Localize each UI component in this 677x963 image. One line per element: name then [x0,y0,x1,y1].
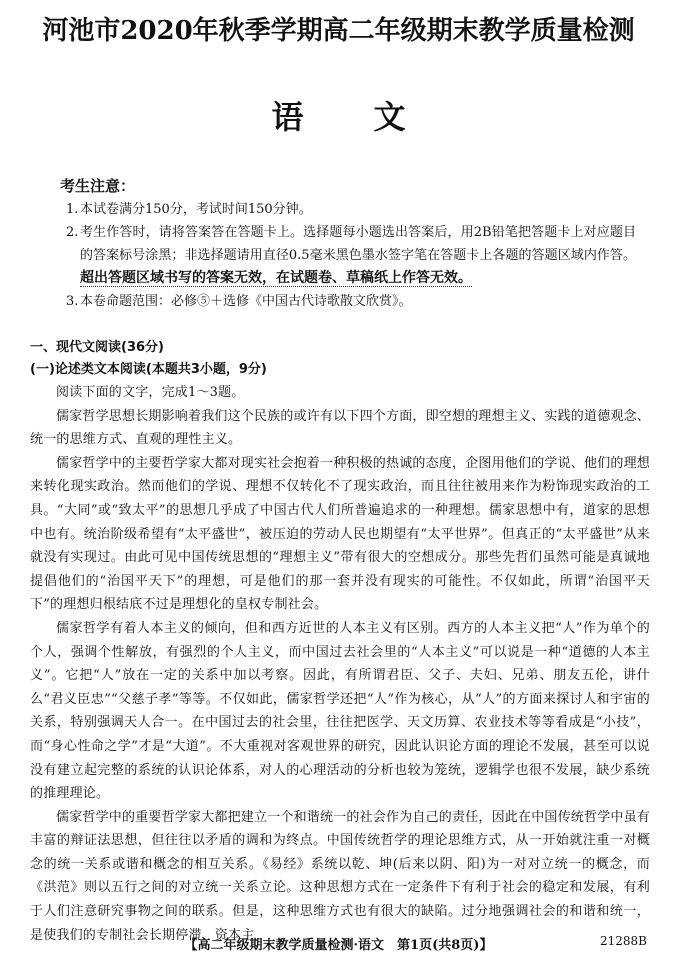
part-title: 一、现代文阅读(36分) [30,340,164,355]
notice-item-body [80,221,636,290]
paragraph: 儒家哲学中的主要哲学家大都对现实社会抱着一种积极的热诚的态度，企图用他们的学说、他们的理想来转化现实政治。然而他们的学说、理想不仅转化不了现实政治，而且往往被用来作为粉饰现实政治的工具。“大同”或“致太平”的思想几乎成了中国古代人们所普遍追求的一种理想。儒家思想中有，道家的思想中也有。统治阶级希望有“太平盛世”，被压迫的劳动人民也期望有“太平世界”。但真正的“太平盛世”从来就没有实现过。由此可见中国传统思想的“理想主义”带有很大的空想成分。那些先哲们虽然可能是真诚地提倡他们的“治国平天下”的理想，可是他们的那一套并没有现实的可能性。不仅如此，所谓“治国平天下”的理想归根结底不过是理想化的皇权专制社会。 [30,455,651,613]
page-title: 河池市2020年秋季学期高二年级期末教学质量检测 [42,16,635,46]
reading-section [30,337,650,947]
notice-item-text: 本试卷满分150分，考试时间150分钟。 [80,202,312,217]
notice-warning: 超出答题区域书写的答案无效，在试题卷、草稿纸上作答无效。 [80,270,472,286]
notice-item-text: 本卷命题范围：必修⑤＋选修《中国古代诗歌散文欣赏》。 [80,294,412,309]
subject-title: 语文 [271,98,476,136]
notice-item-number: 2. [66,225,79,240]
notice-item-number: 3. [66,294,79,309]
instruction: 阅读下面的文字，完成1～3题。 [56,385,245,400]
notice-list [66,198,636,313]
paragraph: 儒家哲学有着人本主义的倾向，但和西方近世的人本主义有区别。西方的人本主义把“人”作为单个的个人，强调个性解放，有强烈的个人主义，而中国过去社会里的“人本主义”可以说是一种“道德的人本主义”。它把“人”放在一定的关系中加以考察。因此，有所谓君臣、父子、夫妇、兄弟、朋友五伦，讲什么“君义臣忠”“父慈子孝”等等。不仅如此，儒家哲学还把“人”作为核心，从“人”的方面来探讨人和宇宙的关系，特别强调天人合一。在中国过去的社会里，往往把医学、天文历算、农业技术等等看成是“小技”，而“身心性命之学”才是“大道”。不大重视对客观世界的研究，因此认识论方面的理论不发展，甚至可以说没有建立起完整的系统的认识论体系，对人的心理活动的分析也较为笼统，逻辑学也很不发展，缺少系统的推理理论。 [30,620,650,802]
paragraph: 儒家哲学中的重要哲学家大都把建立一个和谐统一的社会作为自己的责任，因此在中国传统哲学中虽有丰富的辩证法思想，但往往以矛盾的调和为终点。中国传统哲学的理论思维方式，从一开始就注重一对概念的统一关系或谐和概念的相互关系。《易经》系统以乾、坤(后来以阴、阳)为一对对立统一的概念，而《洪范》则以五行之间的对立统一关系立论。这种思想方式在一定条件下有利于社会的稳定和发展，有利于人们注意研究事物之间的联系。但是，这种思维方式也有很大的缺陷。过分地强调社会的和谐和统一，是使我们的专制社会长期停滞、资本主 [30,809,651,943]
notice-item [66,290,636,313]
notice-item-number: 1. [66,202,79,217]
paragraph: 儒家哲学思想长期影响着我们这个民族的或许有以下四个方面，即空想的理想主义、实践的道德观念、统一的思维方式、直观的理性主义。 [30,408,651,448]
notice-item-text: 考生作答时，请将答案答在答题卡上。选择题每小题选出答案后，用2B铅笔把答题卡上对应题目的答案标号涂黑；非选择题请用直径0.5毫米黑色墨水签字笔在答题卡上各题的答题区域内作答。 [80,225,636,263]
notice-item [66,221,636,290]
exam-code: 21288B [600,934,647,948]
notice-heading: 考生注意： [60,177,136,195]
sub-title: (一)论述类文本阅读(本题共3小题，9分) [30,362,267,377]
footer-label: 【高二年级期末教学质量检测·语文 第1页(共8页)】 [184,938,493,953]
page-footer [0,934,677,954]
notice-item [66,198,636,221]
